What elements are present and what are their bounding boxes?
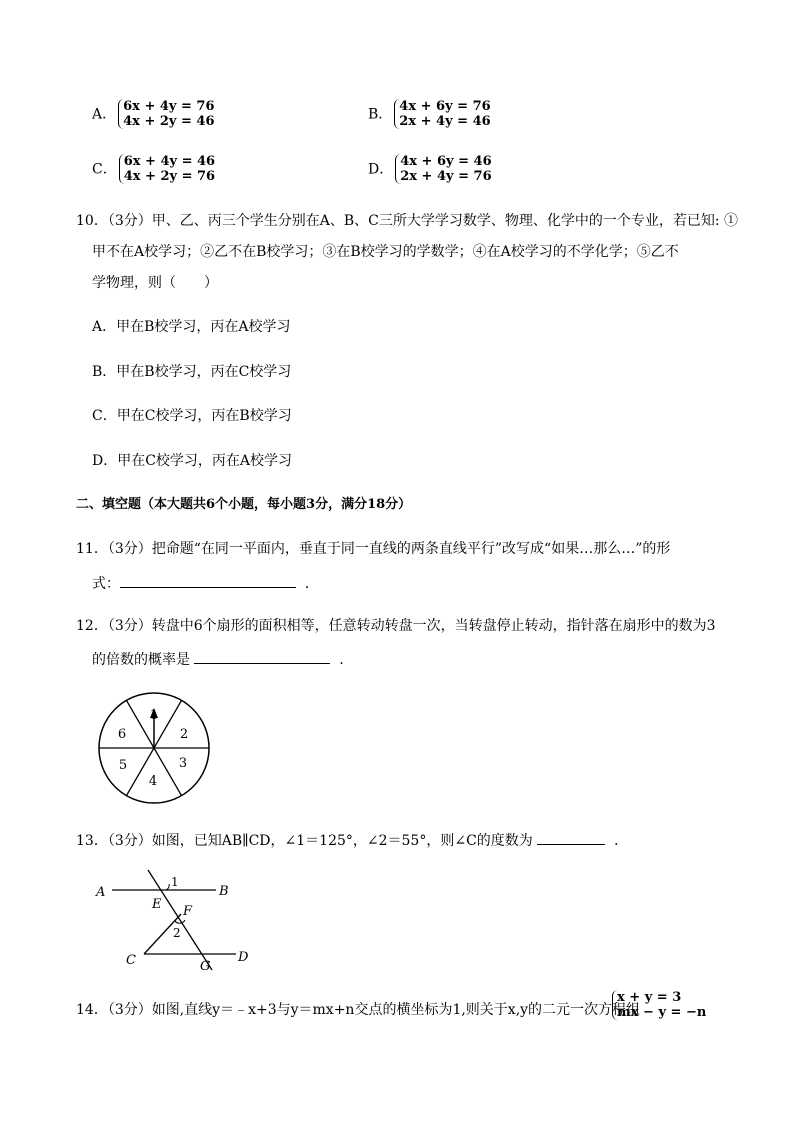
option-label: B．: [368, 106, 393, 123]
point-f-label: F: [183, 904, 193, 919]
parallel-lines-figure: [88, 866, 258, 976]
sector-label-2: 2: [179, 727, 189, 742]
q10-stem-line1: 10．（3分）甲、乙、丙三个学生分别在A、B、C三所大学学习数学、物理、化学中的一个专业，若已知: ①: [76, 213, 738, 229]
angle-2-label: 2: [173, 926, 181, 940]
answer-blank[interactable]: [120, 573, 296, 588]
option-label: A．: [92, 106, 117, 123]
point-e-label: E: [152, 897, 162, 912]
q10-stem-line3: 学物理，则（ ）: [92, 275, 218, 291]
answer-blank[interactable]: [537, 830, 605, 845]
sector-label-4: 4: [148, 774, 158, 789]
q10-option-a[interactable]: A．甲在B校学习，丙在A校学习: [92, 319, 291, 335]
point-a-label: A: [96, 885, 106, 900]
q11-stem-line2: 式： ．: [92, 573, 319, 594]
sector-label-5: 5: [118, 758, 128, 773]
sector-label-3: 3: [178, 756, 188, 771]
q14-equation-system: x + y = 3 mx − y = −n: [610, 990, 706, 1020]
q10-option-d[interactable]: D．甲在C校学习，丙在A校学习: [92, 453, 293, 469]
equation-system: 4x + 6y = 76 2x + 4y = 46: [394, 99, 490, 129]
point-c-label: C: [126, 953, 136, 968]
point-g-label: G: [200, 959, 211, 974]
q9-option-d[interactable]: [368, 154, 492, 184]
equation-system: 4x + 6y = 46 2x + 4y = 76: [395, 154, 491, 184]
angle-1-label: 1: [171, 875, 179, 889]
equation-system: 6x + 4y = 76 4x + 2y = 46: [118, 99, 214, 129]
q11-stem-line1: 11．（3分）把命题“在同一平面内，垂直于同一直线的两条直线平行”改写成“如果…那么…”的形: [76, 541, 671, 557]
q13-stem: 13．（3分）如图，已知AB∥CD，∠1＝125°，∠2＝55°，则∠C的度数为 ．: [76, 830, 628, 851]
q10-option-c[interactable]: C．甲在C校学习，丙在B校学习: [92, 408, 292, 424]
q12-stem-line1: 12．（3分）转盘中6个扇形的面积相等，任意转动转盘一次，当转盘停止转动，指针落在扇形中的数为3: [76, 618, 716, 634]
sector-label-1: 1: [149, 708, 159, 723]
q10-option-b[interactable]: B．甲在B校学习，丙在C校学习: [92, 364, 292, 380]
q9-option-a[interactable]: [92, 99, 215, 129]
answer-blank[interactable]: [194, 649, 330, 664]
point-b-label: B: [219, 884, 229, 899]
q9-option-c[interactable]: [92, 154, 215, 184]
equation-system: 6x + 4y = 46 4x + 2y = 76: [119, 154, 215, 184]
transversal-eg: [148, 870, 212, 970]
spinner-figure: [96, 690, 212, 806]
sector-label-6: 6: [117, 727, 127, 742]
q10-stem-line2: 甲不在A校学习；②乙不在B校学习；③在B校学习的学数学；④在A校学习的不学化学；⑤乙不: [92, 244, 679, 260]
option-label: C．: [92, 161, 117, 178]
option-label: D．: [368, 161, 394, 178]
q14-stem: 14．（3分）如图,直线y＝﹣x+3与y＝mx+n交点的横坐标为1,则关于x,y的二元一次方程组: [76, 1002, 641, 1018]
point-d-label: D: [238, 950, 249, 965]
section-heading: 二、填空题（本大题共6个小题，每小题3分，满分18分）: [76, 497, 412, 512]
q9-option-b[interactable]: [368, 99, 491, 129]
q12-stem-line2: 的倍数的概率是 ．: [92, 649, 353, 670]
angle-1-arc: [166, 884, 169, 890]
